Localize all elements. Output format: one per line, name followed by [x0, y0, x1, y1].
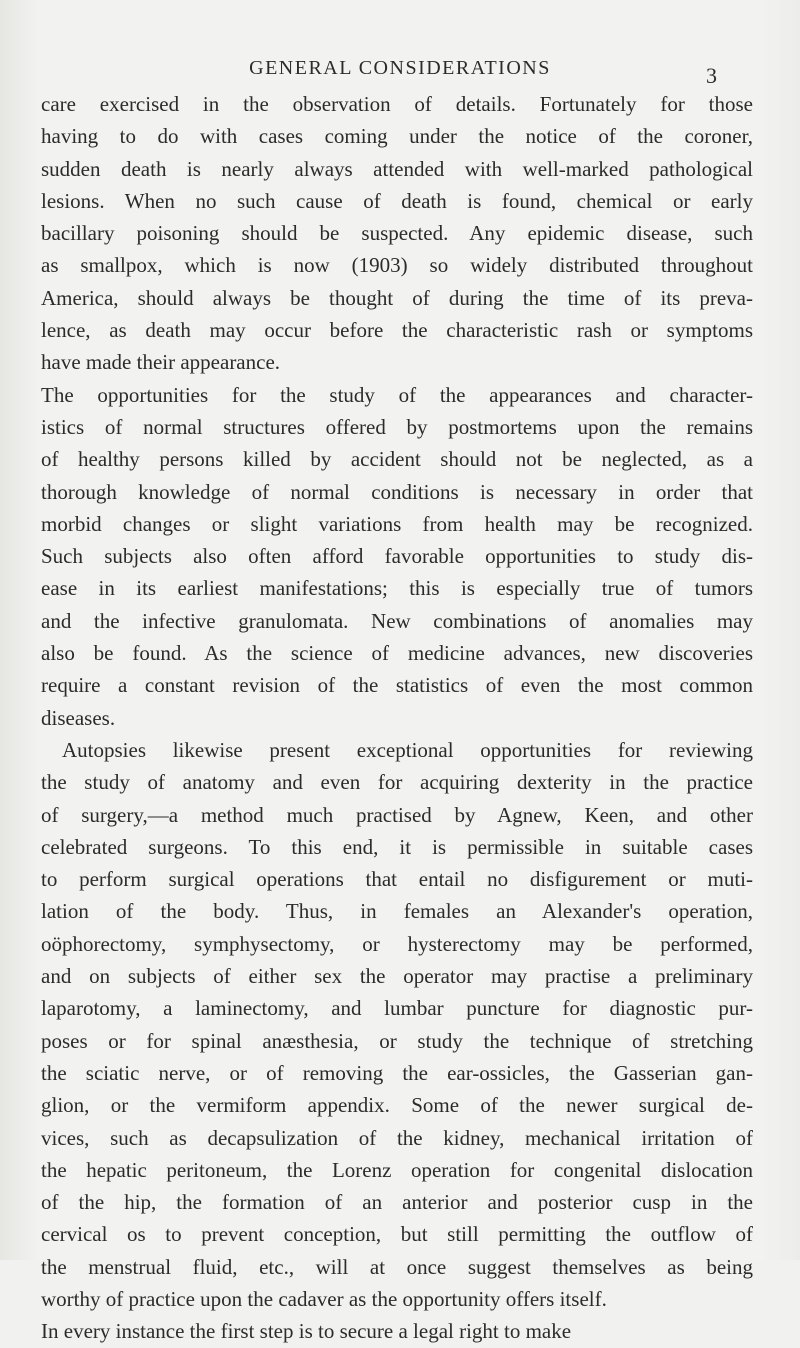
text-line: the menstrual fluid, etc., will at once suggest themselves as being — [41, 1254, 753, 1279]
body-text — [41, 88, 753, 1348]
running-head: GENERAL CONSIDERATIONS — [249, 57, 551, 79]
text-line: worthy of practice upon the cadaver as the opportunity offers itself. — [41, 1286, 607, 1311]
text-line: require a constant revision of the statistics of even the most common — [41, 673, 753, 698]
text-line: Such subjects also often afford favorable opportunities to study dis- — [41, 544, 753, 569]
text-line: America, should always be thought of during the time of its preva- — [41, 285, 753, 310]
text-line: In every instance the first step is to secure a legal right to make — [41, 1319, 572, 1344]
text-line: lesions. When no such cause of death is found, chemical or early — [41, 188, 753, 213]
text-line: of healthy persons killed by accident should not be neglected, as a — [41, 447, 753, 472]
text-line: cervical os to prevent conception, but still permitting the outflow of — [41, 1222, 753, 1247]
text-line: bacillary poisoning should be suspected. Any epidemic disease, such — [41, 221, 753, 246]
text-line: the hepatic peritoneum, the Lorenz operation for congenital dislocation — [41, 1157, 753, 1182]
text-line: oöphorectomy, symphysectomy, or hysterectomy may be performed, — [41, 931, 753, 956]
text-line: ease in its earliest manifestations; this is especially true of tumors — [41, 576, 753, 601]
text-line: poses or for spinal anæsthesia, or study the technique of stretching — [41, 1028, 753, 1053]
text-line: also be found. As the science of medicine advances, new discoveries — [41, 641, 753, 666]
text-line: morbid changes or slight variations from health may be recognized. — [41, 511, 753, 536]
text-line: as smallpox, which is now (1903) so widely distributed throughout — [41, 253, 753, 278]
text-line: diseases. — [41, 705, 116, 730]
text-line: laparotomy, a laminectomy, and lumbar puncture for diagnostic pur- — [41, 996, 753, 1021]
text-line: have made their appearance. — [41, 350, 281, 375]
text-line: The opportunities for the study of the appearances and character- — [41, 382, 753, 407]
text-line: istics of normal structures offered by postmortems upon the remains — [41, 414, 753, 439]
text-line: the study of anatomy and even for acquiring dexterity in the practice — [41, 770, 753, 795]
text-line: care exercised in the observation of details. Fortunately for those — [41, 92, 753, 116]
paragraph — [41, 379, 753, 734]
text-line: Autopsies likewise present exceptional opportunities for reviewing — [62, 737, 753, 762]
text-line: glion, or the vermiform appendix. Some of the newer surgical de- — [41, 1093, 753, 1118]
text-line: celebrated surgeons. To this end, it is permissible in suitable cases — [41, 834, 753, 859]
text-line: of the hip, the formation of an anterior and posterior cusp in the — [41, 1190, 753, 1215]
paragraph — [41, 1315, 753, 1347]
text-line: to perform surgical operations that entail no disfigurement or muti- — [41, 867, 753, 892]
text-line: vices, such as decapsulization of the kidney, mechanical irritation of — [41, 1125, 753, 1150]
text-line: thorough knowledge of normal conditions is necessary in order that — [41, 479, 753, 504]
text-line: and the infective granulomata. New combinations of anomalies may — [41, 608, 753, 633]
text-line: and on subjects of either sex the operator may practise a preliminary — [41, 964, 753, 989]
text-line: sudden death is nearly always attended with well-marked pathological — [41, 156, 753, 181]
text-line: having to do with cases coming under the notice of the coroner, — [41, 124, 753, 149]
page-number: 3 — [706, 63, 717, 88]
text-line: of surgery,—a method much practised by Agnew, Keen, and other — [41, 802, 753, 827]
text-line: lation of the body. Thus, in females an Alexander's operation, — [41, 899, 753, 924]
paragraph — [41, 88, 753, 379]
paragraph — [41, 734, 753, 1315]
text-line: the sciatic nerve, or of removing the ear-ossicles, the Gasserian gan- — [41, 1060, 753, 1085]
text-line: lence, as death may occur before the characteristic rash or symptoms — [41, 318, 753, 343]
